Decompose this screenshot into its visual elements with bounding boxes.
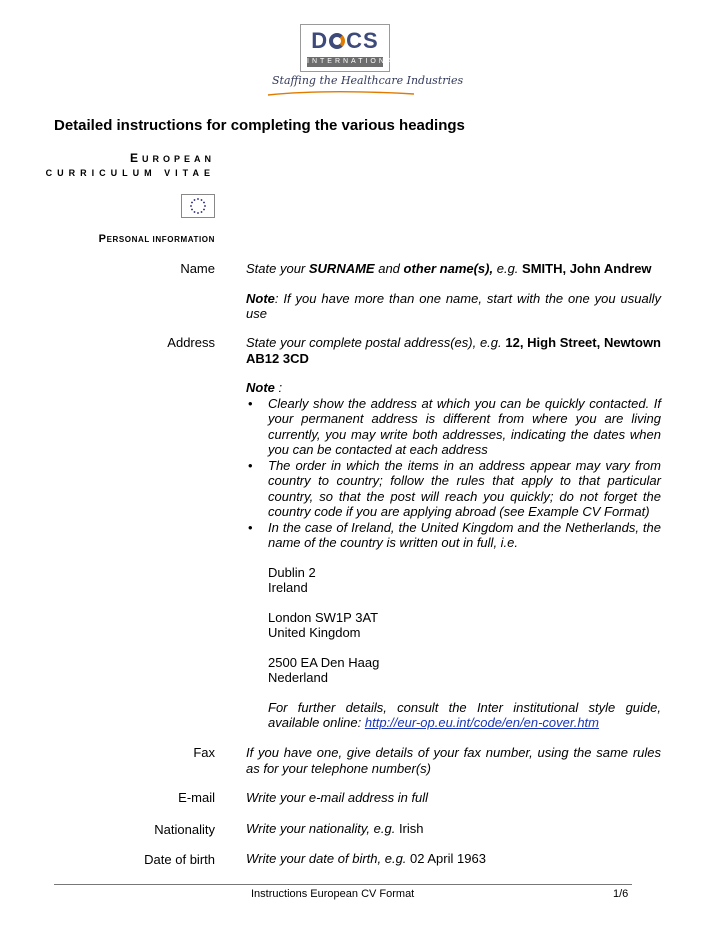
note-label: Note [246,380,275,395]
text-run: SURNAME [308,261,375,276]
bullet-icon: • [248,395,253,411]
style-guide-reference [246,700,661,731]
address-line: Dublin 2 [268,564,316,580]
bullet-text: In the case of Ireland, the United Kingdom and the Netherlands, the name of the country is written out in full, i.e. [268,519,661,550]
tagline-swoosh-icon [266,88,416,98]
logo-o-icon [329,33,345,49]
address-note [246,380,661,396]
content-fax: If you have one, give details of your fax number, using the same rules as for your telephone number(s) [246,745,661,776]
bullet-text: Clearly show the address at which you can be quickly contacted. If your permanent address is different from where you are living currently, you may write both addresses, indicating the dates when you can be contacted at each address [268,395,661,457]
section-cap: P [98,233,107,245]
european-cap: E [129,151,142,165]
eu-flag-icon [181,194,215,218]
address-line: United Kingdom [268,625,361,640]
text-run: State your complete postal address(es), e.g. [246,335,506,350]
footer-title: Instructions European CV Format [251,888,415,900]
text-run: For further details, consult the Inter institutional style guide, available online: [268,699,661,730]
bullet-text: The order in which the items in an address appear may vary from country to country; follow the rules that apply to that particular country, so that the post will reach you quickly; do not forget the country code if you are applying abroad (see Example CV Format) [268,457,661,519]
text-run: Irish [398,821,424,836]
text-run: Write your nationality, e.g. [246,821,399,836]
text-run: SMITH, John Andrew [522,261,652,276]
text-run: e.g. [493,261,523,276]
content-nationality [246,821,661,837]
text-run: 12, High Street, Newtown AB12 3CD [246,335,661,366]
text-run: other name(s), [403,261,494,276]
label-fax: Fax [193,745,215,760]
content-date-of-birth [246,851,661,867]
text-run: Write your date of birth, e.g. [246,851,411,866]
text-run: State your [246,261,309,276]
note-label: Note [246,290,275,306]
note-colon: : [274,380,283,395]
bullet-icon: • [248,519,253,535]
logo-subtitle: INTERNATIONAL [307,58,402,65]
logo-tagline: Staffing the Healthcare Industries [272,74,464,87]
european-label [130,151,215,165]
content-name [246,261,661,322]
text-run: and [374,261,404,276]
example-address-uk [246,610,661,641]
label-address: Address [167,335,215,350]
eu-stars-icon [182,195,214,217]
section-rest: ERSONAL INFORMATION [106,235,215,244]
logo-wordmark [301,28,389,54]
label-email: E-mail [178,790,215,805]
address-line: Ireland [268,580,308,595]
logo-letter-d: D [311,28,329,53]
name-note [246,291,661,322]
bullet-icon: • [248,457,253,473]
address-line: 2500 EA Den Haag [268,654,380,670]
address-line: Nederland [268,670,328,685]
footer-page-number: 1/6 [613,888,629,900]
page-title: Detailed instructions for completing the various headings [54,117,465,134]
list-item [246,458,661,520]
label-date-of-birth: Date of birth [144,852,215,867]
footer-divider [54,884,632,885]
label-nationality: Nationality [154,822,215,837]
curriculum-vitae-label: CURRICULUM VITAE [45,168,215,178]
name-instruction [246,261,661,277]
note-text: : If you have more than one name, start with the one you usually use [246,290,661,321]
address-line: London SW1P 3AT [268,609,379,625]
label-name: Name [180,261,215,276]
list-item [246,520,661,551]
example-address-netherlands [246,655,661,686]
address-instruction [246,335,661,366]
logo-letters-cs: CS [346,28,379,53]
docs-logo [300,24,402,72]
address-bullets [246,396,661,551]
content-address [246,335,661,731]
european-rest: UROPEAN [141,154,215,164]
example-address-ireland [246,565,661,596]
style-guide-link[interactable]: http://eur-op.eu.int/code/en/en-cover.htm [364,715,599,730]
text-run: 02 April 1963 [410,851,486,866]
section-heading-personal-information [99,233,215,245]
content-email: Write your e-mail address in full [246,790,429,805]
list-item [246,396,661,458]
